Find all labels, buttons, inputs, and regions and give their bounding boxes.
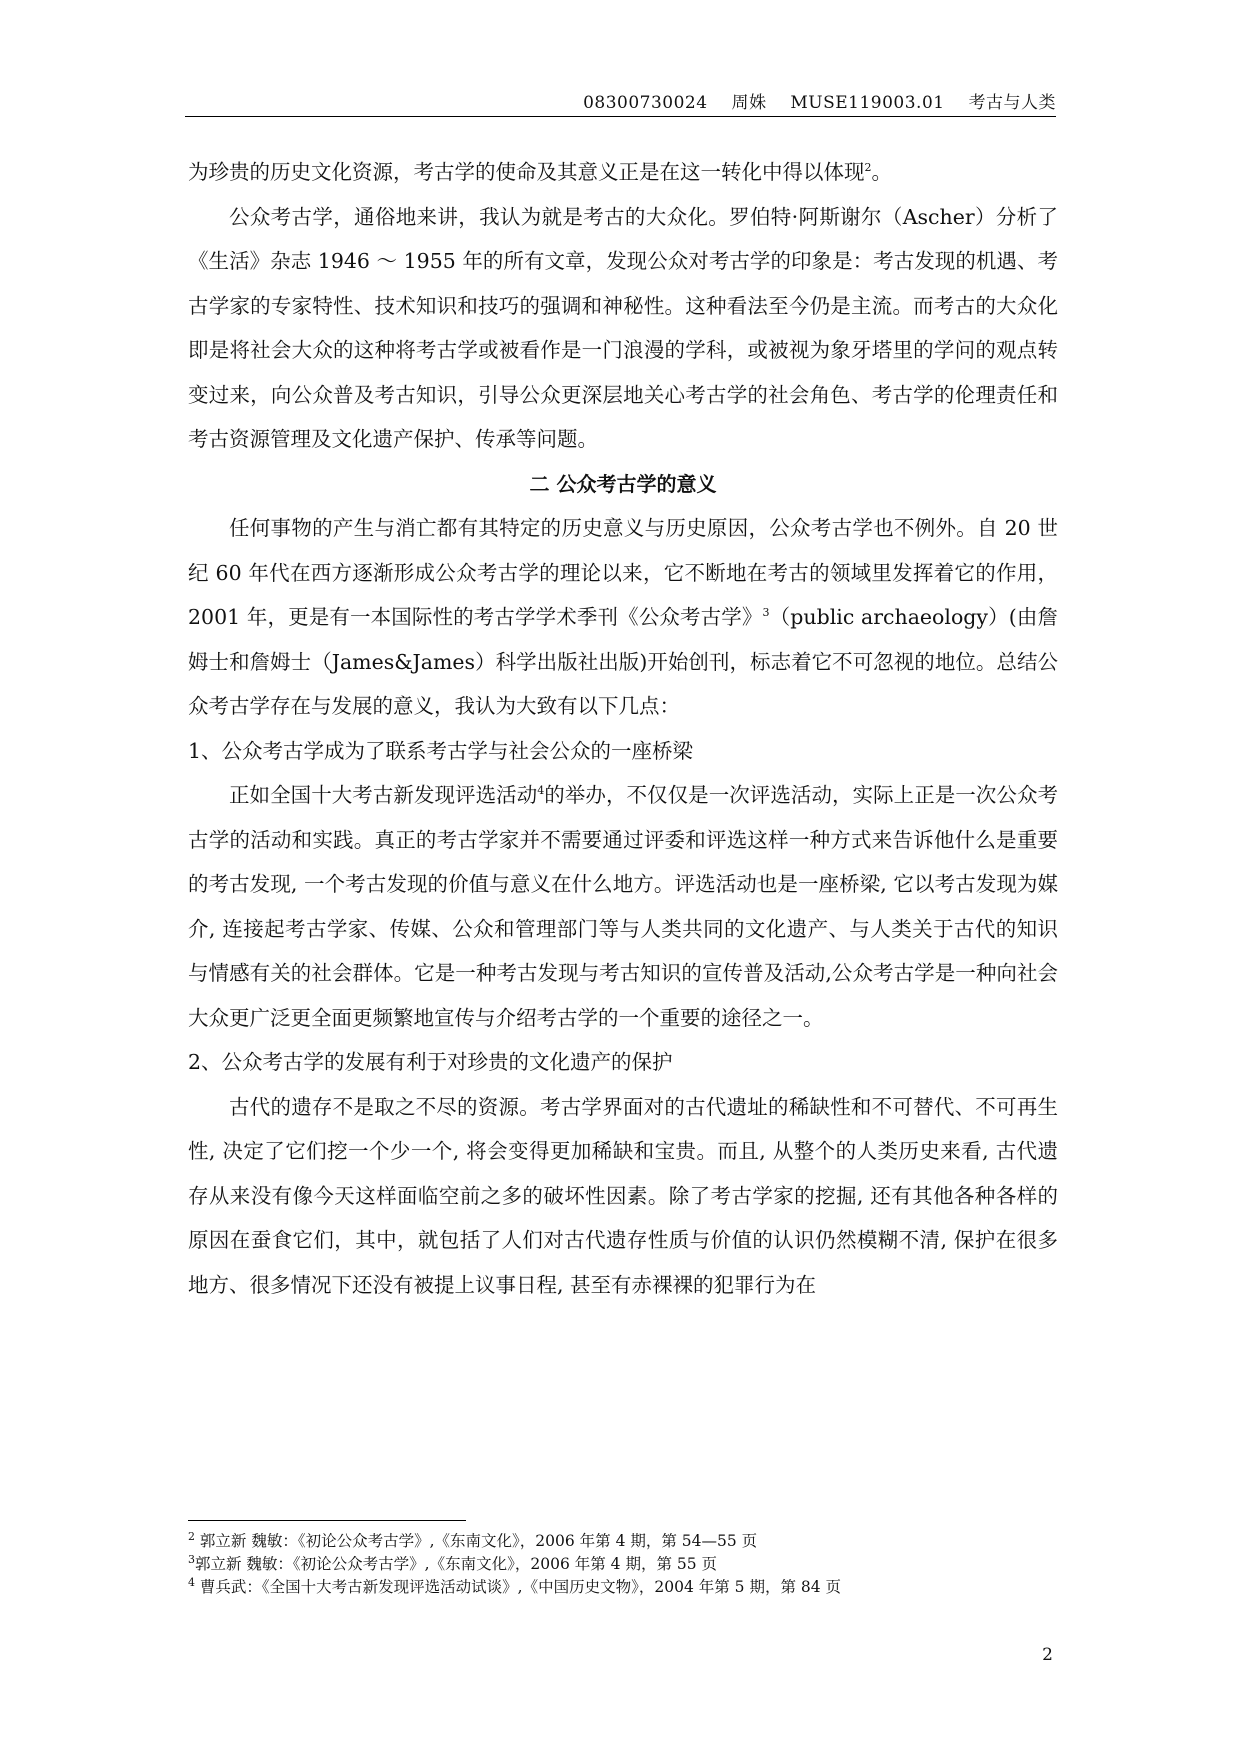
paragraph-1-text: 为珍贵的历史文化资源，考古学的使命及其意义正是在这一转化中得以体现 <box>188 160 865 184</box>
list-item-2-title: 2、公众考古学的发展有利于对珍贵的文化遗产的保护 <box>188 1050 673 1074</box>
header-course-name: 考古与人类 <box>968 93 1056 113</box>
footnote-ref-2[interactable]: 2 <box>864 161 872 175</box>
header-rule <box>185 116 1056 117</box>
footnote-2 <box>188 1530 1058 1553</box>
document-body <box>188 150 1058 1307</box>
footnote-rule <box>188 1520 466 1521</box>
paragraph-3-text-a: 任何事物的产生与消亡都有其特定的历史意义与历史原因，公众考古学也不例外。自 20 世纪 60 年代在西方逐渐形成公众考古学的理论以来，它不断地在考古的领域里发挥着它的作用，2001 年，更是有一本国际性的考古学学术季刊《公众考古学》 <box>188 516 1058 629</box>
footnote-text: 曹兵武：《全国十大考古新发现评选活动试谈》,《中国历史文物》，2004 年第 5 期，第 84 页 <box>195 1578 842 1596</box>
header-student-id: 08300730024 <box>583 93 708 113</box>
footnote-mark: 4 <box>188 1575 195 1589</box>
paragraph-5: 古代的遗存不是取之不尽的资源。考古学界面对的古代遗址的稀缺性和不可替代、不可再生性, 决定了它们挖一个少一个, 将会变得更加稀缺和宝贵。而且, 从整个的人类历史来看, 古代遗存从来没有像今天这样面临空前之多的破坏性因素。除了考古学家的挖掘, 还有其他各种各样的原因在蚕食它们，其中，就包括了人们对古代遗存性质与价值的认识仍然模糊不清, 保护在很多地方、很多情况下还没有被提上议事日程, 甚至有赤裸裸的犯罪行为在 <box>188 1094 1058 1297</box>
header-author-name: 周姝 <box>731 93 767 113</box>
footnotes <box>188 1530 1058 1599</box>
paragraph-2: 公众考古学，通俗地来讲，我认为就是考古的大众化。罗伯特·阿斯谢尔（Ascher）分析了《生活》杂志 1946 ～ 1955 年的所有文章，发现公众对考古学的印象是：考古发现的机遇、考古学家的专家特性、技术知识和技巧的强调和神秘性。这种看法至今仍是主流。而考古的大众化即是将社会大众的这种将考古学或被看作是一门浪漫的学科，或被视为象牙塔里的学问的观点转变过来，向公众普及考古知识，引导公众更深层地关心考古学的社会角色、考古学的伦理责任和考古资源管理及文化遗产保护、传承等问题。 <box>188 204 1058 451</box>
footnote-ref-4[interactable]: 4 <box>537 784 545 798</box>
footnote-text: 郭立新 魏敏：《初论公众考古学》,《东南文化》，2006 年第 4 期，第 55 页 <box>195 1555 718 1573</box>
paragraph-3 <box>188 506 1058 729</box>
paragraph-4 <box>188 773 1058 1040</box>
paragraph-1 <box>188 150 1058 195</box>
page-number: 2 <box>1042 1645 1053 1665</box>
header-course-code: MUSE119003.01 <box>790 93 945 113</box>
section-heading: 二 公众考古学的意义 <box>529 471 717 496</box>
page-header <box>185 88 1056 118</box>
footnote-ref-3[interactable]: 3 <box>762 606 770 620</box>
footnote-3 <box>188 1553 1058 1576</box>
footnote-mark: 3 <box>188 1552 195 1566</box>
footnote-text: 郭立新 魏敏：《初论公众考古学》,《东南文化》，2006 年第 4 期，第 54—55 页 <box>195 1532 758 1550</box>
footnote-mark: 2 <box>188 1529 195 1543</box>
paragraph-4-text-a: 正如全国十大考古新发现评选活动 <box>229 783 538 807</box>
paragraph-4-text-b: 的举办，不仅仅是一次评选活动，实际上正是一次公众考古学的活动和实践。真正的考古学家并不需要通过评委和评选这样一种方式来告诉他什么是重要的考古发现, 一个考古发现的价值与意义在什么地方。评选活动也是一座桥梁, 它以考古发现为媒介, 连接起考古学家、传媒、公众和管理部门等与人类共同的文化遗产、与人类关于古代的知识与情感有关的社会群体。它是一种考古发现与考古知识的宣传普及活动,公众考古学是一种向社会大众更广泛更全面更频繁地宣传与介绍考古学的一个重要的途径之一。 <box>188 783 1058 1030</box>
list-item-1-title: 1、公众考古学成为了联系考古学与社会公众的一座桥梁 <box>188 738 694 763</box>
footnote-4 <box>188 1576 1058 1599</box>
paragraph-3-text-b: （public archaeology）(由詹姆士和詹姆士（James&James）科学出版社出版)开始创刊，标志着它不可忽视的地位。总结公众考古学存在与发展的意义，我认为大致有以下几点： <box>188 605 1059 718</box>
paragraph-1-end: 。 <box>871 160 892 184</box>
